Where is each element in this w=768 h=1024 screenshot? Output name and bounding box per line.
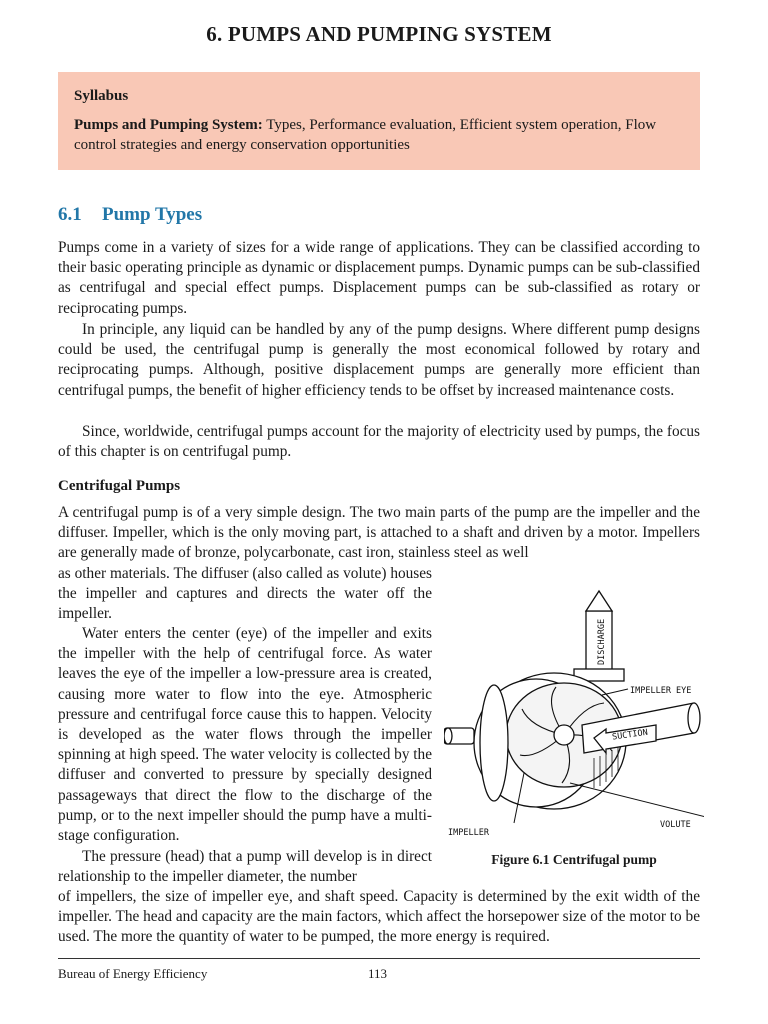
pump-diagram bbox=[444, 583, 704, 843]
label-impeller-eye: IMPELLER EYE bbox=[630, 686, 692, 696]
document-page bbox=[58, 0, 700, 1024]
label-impeller: IMPELLER bbox=[448, 828, 489, 838]
centrifugal-pump-figure bbox=[444, 583, 704, 843]
paragraph-3: Since, worldwide, centrifugal pumps account for the majority of electricity used by pumps, the focus of this chapter is on centrifugal pump. bbox=[58, 423, 700, 461]
section-heading bbox=[58, 204, 202, 226]
syllabus-body bbox=[74, 115, 684, 155]
syllabus-box bbox=[58, 72, 700, 170]
page-number: 113 bbox=[368, 966, 388, 981]
syllabus-heading: Syllabus bbox=[74, 88, 129, 104]
section-title: Pump Types bbox=[102, 204, 203, 225]
paragraph-1: Pumps come in a variety of sizes for a wide range of applications. They can be classified according to their basic operating principle as dynamic or displacement pumps. Dynamic pumps can be sub-classified as centrifugal and special effect pumps. Displacement pumps can be sub-classified as rotary or reciprocating pumps. bbox=[58, 239, 700, 317]
label-suction: SUCTION bbox=[611, 727, 649, 743]
syllabus-label: Pumps and Pumping System: bbox=[74, 117, 263, 133]
section-number: 6.1 bbox=[58, 204, 82, 225]
syllabus-text: Types, Performance evaluation, Efficient system operation, Flow control strategies and energy conservation opportunities bbox=[74, 117, 657, 153]
figure-caption: Figure 6.1 Centrifugal pump bbox=[491, 852, 657, 867]
paragraph-4-continued: as other materials. The diffuser (also called as volute) houses the impeller and captures and directs the water off the impeller. bbox=[58, 565, 432, 623]
subheading-centrifugal: Centrifugal Pumps bbox=[58, 478, 181, 494]
paragraph-6-start: The pressure (head) that a pump will develop is in direct relationship to the impeller diameter, the number bbox=[58, 848, 432, 886]
page-title: 6. PUMPS AND PUMPING SYSTEM bbox=[206, 22, 552, 46]
footer-rule bbox=[58, 958, 700, 959]
label-discharge: DISCHARGE bbox=[597, 618, 607, 665]
paragraph-4: A centrifugal pump is of a very simple design. The two main parts of the pump are the impeller and the diffuser. Impeller, which is the only moving part, is attached to a shaft and driven by a motor. Impellers are generally made of bronze, polycarbonate, cast iron, stainless steel as well bbox=[58, 504, 700, 562]
paragraph-5: Water enters the center (eye) of the impeller and exits the impeller with the help of centrifugal force. As water leaves the eye of the impeller a low-pressure area is created, causing more water to flow into the eye. Atmospheric pressure and centrifugal force cause this to happen. Velocity is developed as the water flows through the impeller spinning at high speed. The water velocity is collected by the diffuser and converted to pressure by specially designed passageways that direct the flow to the discharge of the pump, or to the next impeller should the pump have a multi-stage configuration. bbox=[58, 625, 432, 845]
paragraph-2: In principle, any liquid can be handled by any of the pump designs. Where different pump designs could be used, the centrifugal pump is generally the most economical followed by rotary and reciprocating pumps. Although, positive displacement pumps are generally more efficient than centrifugal pumps, the benefit of higher efficiency tends to be offset by increased maintenance costs. bbox=[58, 321, 700, 399]
footer-organization: Bureau of Energy Efficiency bbox=[58, 966, 208, 981]
label-volute: VOLUTE bbox=[660, 820, 691, 830]
paragraph-6-end: of impellers, the size of impeller eye, and shaft speed. Capacity is determined by the exit width of the impeller. The head and capacity are the main factors, which affect the horsepower size of the motor to be used. The more the quantity of water to be pumped, the more energy is required. bbox=[58, 888, 700, 946]
